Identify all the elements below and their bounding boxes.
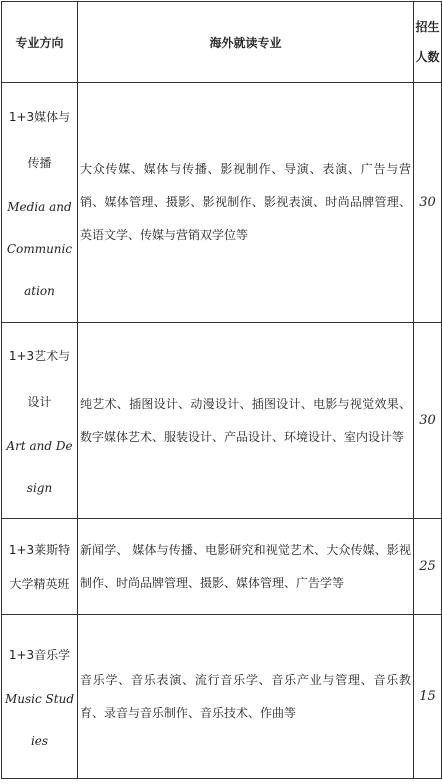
majors-cell: 新闻学、 媒体与传播、电影研究和视觉艺术、大众传媒、影视制作、时尚品牌管理、摄影、媒体管理、广告学等 <box>78 519 414 615</box>
direction-cn-line2: 传播 <box>27 155 52 170</box>
direction-cn-line1: 1+3莱斯特 <box>8 542 71 557</box>
majors-cell: 音乐学、音乐表演、流行音乐学、音乐产业与管理、音乐教育、录音与音乐制作、音乐技术、作曲等 <box>78 615 414 779</box>
direction-en: Music Studies <box>5 691 74 748</box>
direction-cell <box>2 519 78 615</box>
header-count-line2: 人数 <box>415 50 440 64</box>
direction-cn-line1: 1+3艺术与 <box>8 348 71 363</box>
header-count-line1: 招生 <box>415 20 440 34</box>
header-majors: 海外就读专业 <box>78 2 414 83</box>
direction-cn-line1: 1+3媒体与 <box>8 109 71 124</box>
table-row <box>2 83 442 323</box>
count-cell: 30 <box>414 83 442 323</box>
majors-cell: 大众传媒、媒体与传播、影视制作、导演、表演、广告与营销、媒体管理、摄影、影视制作、影视表演、时尚品牌管理、英语文学、传媒与营销双学位等 <box>78 83 414 323</box>
direction-cn-line1: 1+3音乐学 <box>8 647 71 662</box>
direction-cn-line2: 设计 <box>27 394 52 409</box>
direction-cell <box>2 83 78 323</box>
direction-cell <box>2 615 78 779</box>
table-row <box>2 615 442 779</box>
count-cell: 25 <box>414 519 442 615</box>
header-direction: 专业方向 <box>2 2 78 83</box>
table-row <box>2 323 442 519</box>
direction-en: Art and Design <box>6 438 73 495</box>
count-cell: 30 <box>414 323 442 519</box>
count-cell: 15 <box>414 615 442 779</box>
direction-en: Media and Communication <box>6 199 73 298</box>
table-row <box>2 519 442 615</box>
program-table <box>1 1 442 779</box>
majors-cell: 纯艺术、插图设计、动漫设计、插图设计、电影与视觉效果、数字媒体艺术、服装设计、产品设计、环境设计、室内设计等 <box>78 323 414 519</box>
header-row <box>2 2 442 83</box>
direction-cell <box>2 323 78 519</box>
header-count <box>414 2 442 83</box>
direction-cn-line2: 大学精英班 <box>9 576 70 591</box>
